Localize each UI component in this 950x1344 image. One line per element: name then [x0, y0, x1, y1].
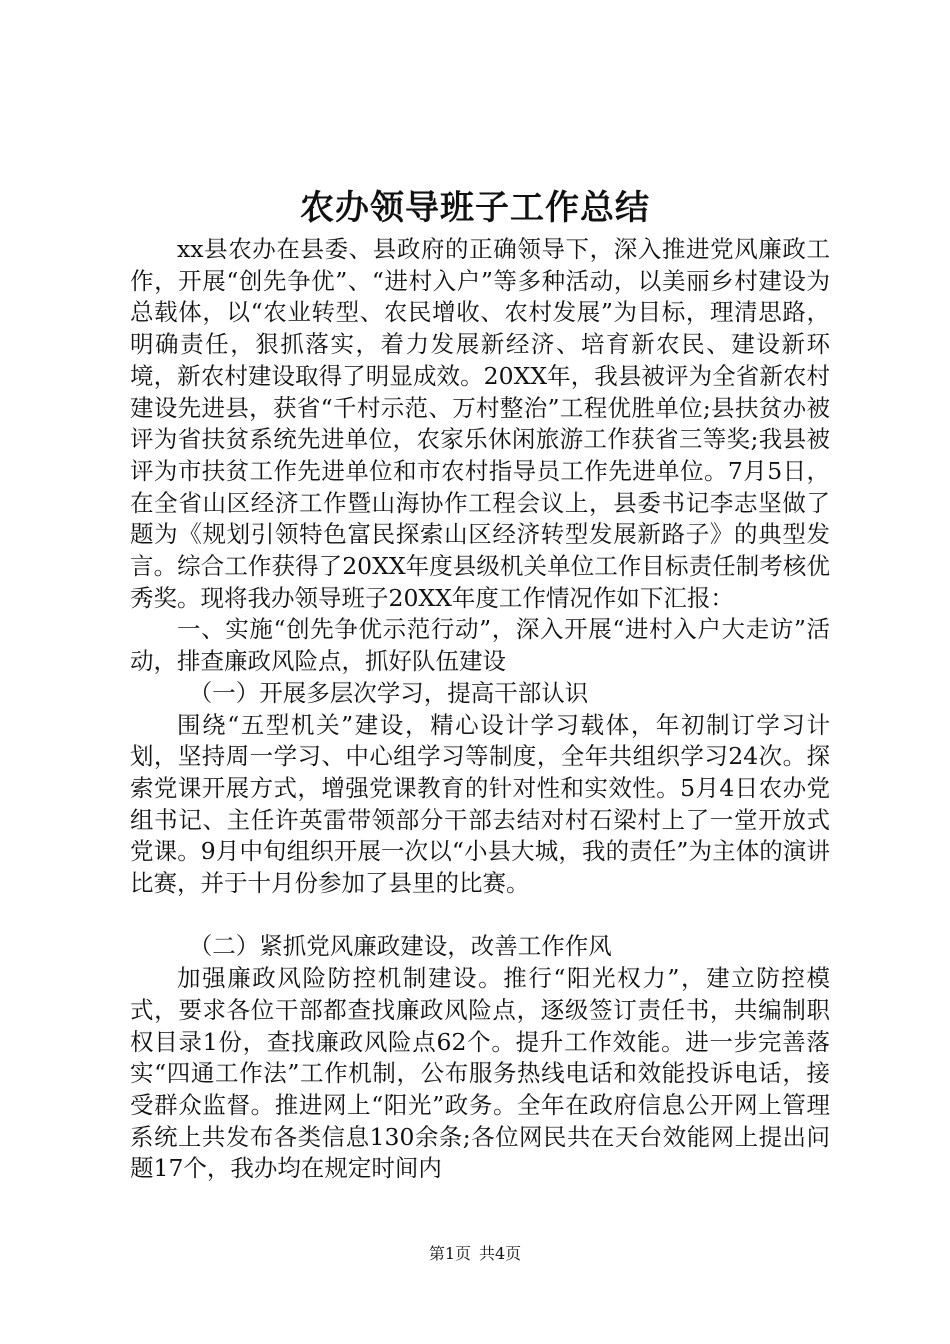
subsection-paragraph-2: 加强廉政风险防控机制建设。推行“阳光权力”，建立防控模式，要求各位干部都查找廉政风险点，逐级签订责任书，共编制职权目录1份，查找廉政风险点62个。提升工作效能。进一步完善落实“四通工作法”工作机制，公布服务热线电话和效能投诉电话，接受群众监督。推进网上“阳光”政务。全年在政府信息公开网上管理系统上共发布各类信息130余条;各位网民共在天台效能网上提出问题17个，我办均在规定时间内 — [130, 964, 830, 1183]
intro-paragraph: xx县农办在县委、县政府的正确领导下，深入推进党风廉政工作，开展“创先争优”、“进村入户”等多种活动，以美丽乡村建设为总载体，以“农业转型、农民增收、农村发展”为目标，理清思路，明确责任，狠抓落实，着力发展新经济、培育新农民、建设新环境，新农村建设取得了明显成效。20XX年，我县被评为全省新农村建设先进县，获省“千村示范、万村整治”工程优胜单位;县扶贫办被评为省扶贫系统先进单位，农家乐休闲旅游工作获省三等奖;我县被评为市扶贫工作先进单位和市农村指导员工作先进单位。7月5日，在全省山区经济工作暨山海协作工程会议上，县委书记李志坚做了题为《规划引领特色富民探索山区经济转型发展新路子》的典型发言。综合工作获得了20XX年度县级机关单位工作目标责任制考核优秀奖。现将我办领导班子20XX年度工作情况作如下汇报： — [130, 235, 830, 612]
document-body — [130, 234, 830, 1185]
subsection-paragraph-1: 围绕“五型机关”建设，精心设计学习载体，年初制订学习计划，坚持周一学习、中心组学习等制度，全年共组织学习24次。探索党课开展方式，增强党课教育的针对性和实效性。5月4日农办党组书记、主任许英雷带领部分干部去结对村石梁村上了一堂开放式党课。9月中旬组织开展一次以“小县大城，我的责任”为主体的演讲比赛，并于十月份参加了县里的比赛。 — [130, 710, 830, 898]
page-total: 共4页 — [479, 1244, 522, 1263]
section-heading-1: 一、实施“创先争优示范行动”，深入开展“进村入户大走访”活动，排查廉政风险点，抓好队伍建设 — [130, 615, 830, 676]
subsection-heading-1: （一）开展多层次学习，提高干部认识 — [188, 678, 589, 707]
page-footer — [0, 1243, 950, 1265]
page-number: 第1页 — [428, 1244, 471, 1263]
document-title: 农办领导班子工作总结 — [300, 188, 650, 228]
subsection-heading-2: （二）紧抓党风廉政建设，改善工作作风 — [188, 932, 612, 961]
